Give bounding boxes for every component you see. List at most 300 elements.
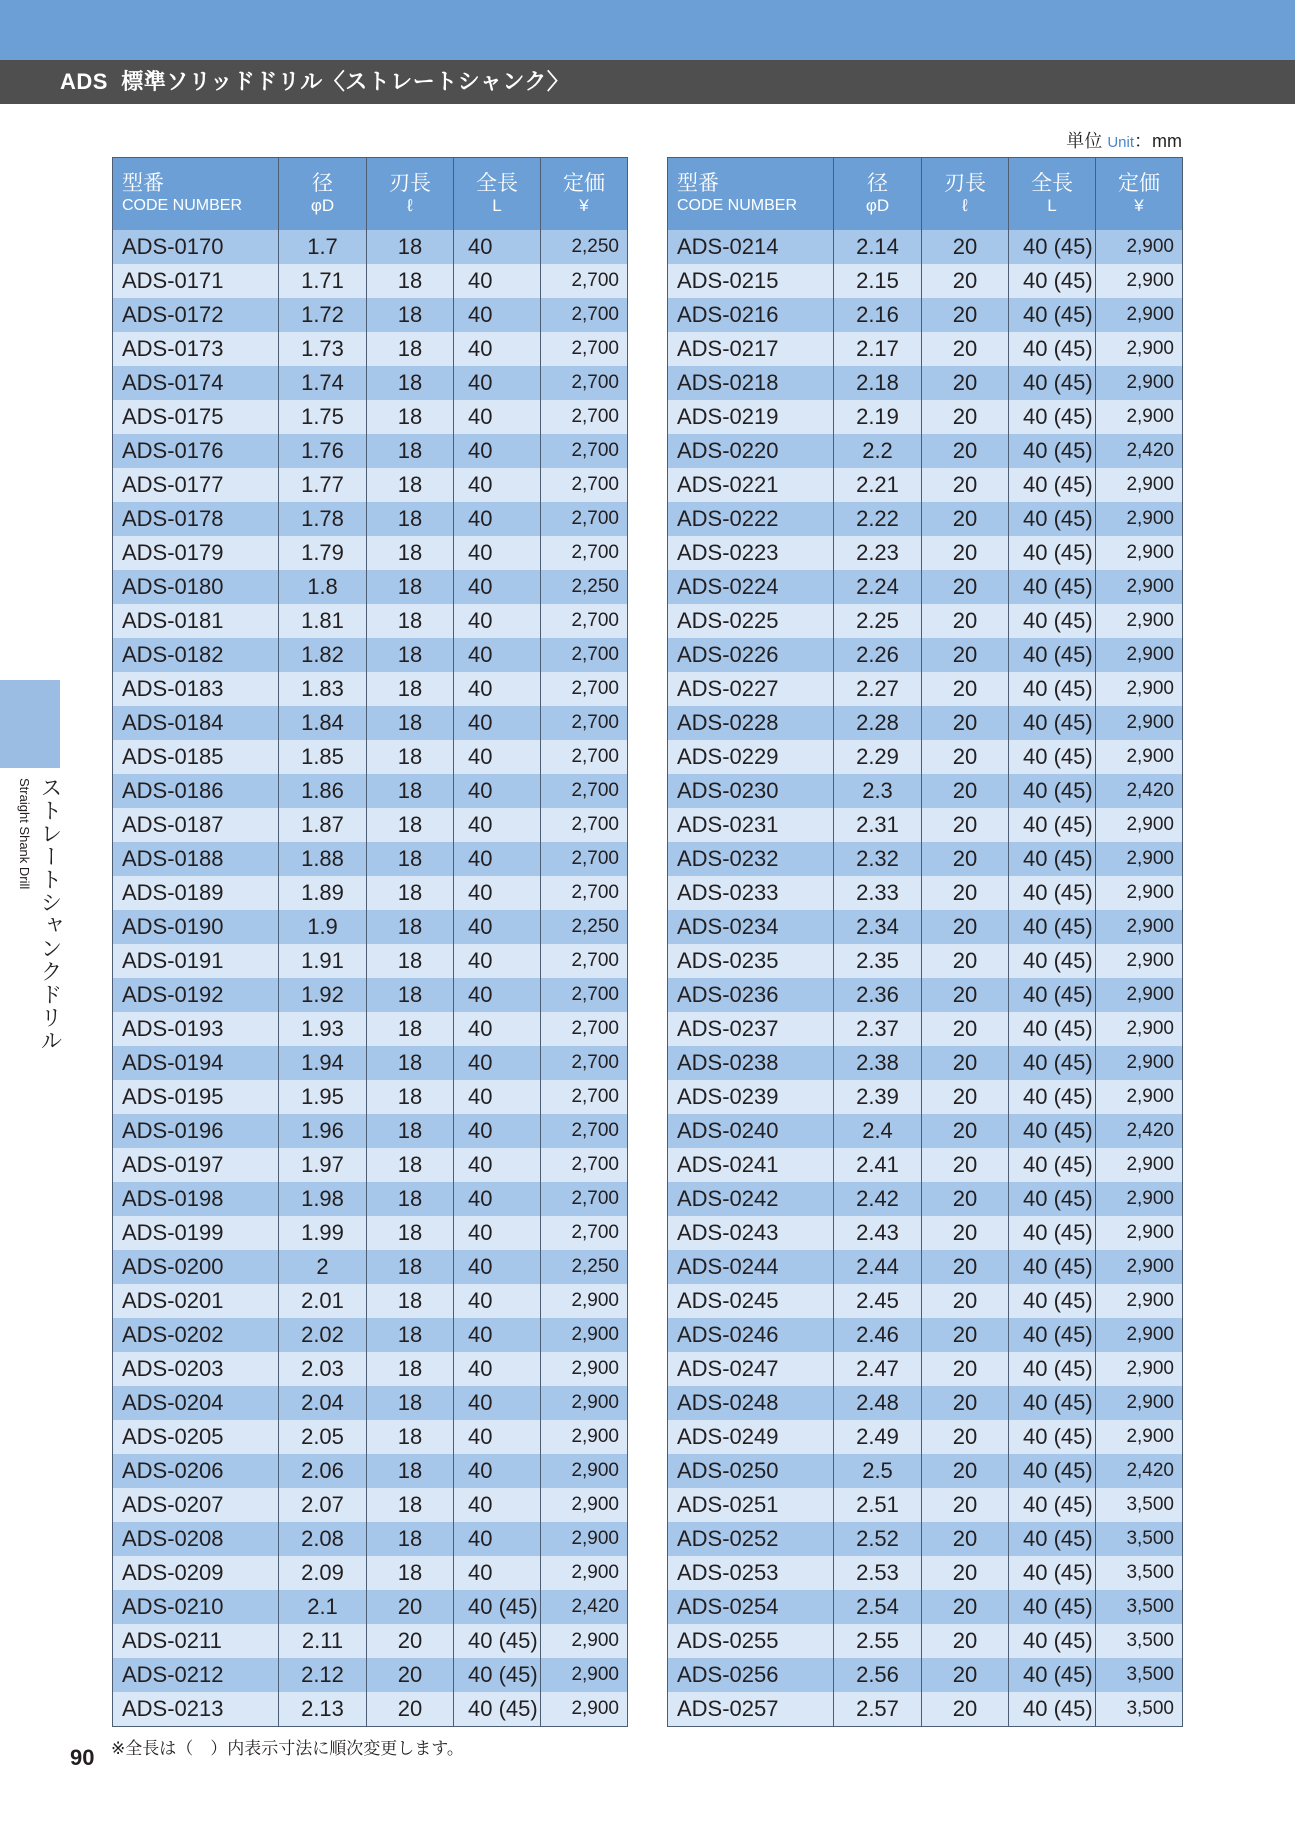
cell-price: 2,900 [1096,842,1183,876]
cell-code: ADS-0205 [113,1420,279,1454]
cell-flute-length: 18 [367,706,454,740]
cell-diameter: 2.11 [279,1624,367,1658]
cell-diameter: 1.97 [279,1148,367,1182]
table-row [113,570,628,604]
cell-overall-length: 40 [454,1420,541,1454]
cell-price: 2,420 [1096,774,1183,808]
cell-code: ADS-0187 [113,808,279,842]
cell-price: 3,500 [1096,1590,1183,1624]
cell-overall-length: 40 (45) [1009,1590,1096,1624]
cell-overall-length: 40 [454,1080,541,1114]
section-title-bar [0,60,1295,104]
cell-diameter: 1.9 [279,910,367,944]
cell-diameter: 1.85 [279,740,367,774]
cell-diameter: 2.55 [834,1624,922,1658]
cell-diameter: 1.86 [279,774,367,808]
cell-diameter: 1.84 [279,706,367,740]
cell-diameter: 2.06 [279,1454,367,1488]
cell-code: ADS-0228 [668,706,834,740]
cell-diameter: 2.25 [834,604,922,638]
cell-flute-length: 18 [367,978,454,1012]
cell-price: 2,700 [541,1216,628,1250]
cell-price: 2,900 [1096,400,1183,434]
cell-diameter: 1.75 [279,400,367,434]
unit-suffix: ：mm [1134,131,1182,151]
cell-code: ADS-0206 [113,1454,279,1488]
cell-flute-length: 18 [367,1114,454,1148]
cell-overall-length: 40 (45) [1009,298,1096,332]
cell-price: 2,900 [1096,1250,1183,1284]
cell-overall-length: 40 (45) [1009,332,1096,366]
table-row [668,808,1183,842]
cell-price: 2,900 [1096,876,1183,910]
table-row [113,264,628,298]
table-row [668,1284,1183,1318]
cell-price: 2,700 [541,1046,628,1080]
cell-code: ADS-0213 [113,1692,279,1727]
cell-overall-length: 40 [454,774,541,808]
page-title [60,60,569,104]
cell-diameter: 2.5 [834,1454,922,1488]
cell-diameter: 2.1 [279,1590,367,1624]
table-row [113,808,628,842]
cell-diameter: 2.14 [834,230,922,264]
cell-diameter: 2.02 [279,1318,367,1352]
table-row [668,502,1183,536]
header-flute-length: 刃長 ℓ [367,158,454,231]
table-row [668,434,1183,468]
cell-diameter: 2.08 [279,1522,367,1556]
cell-flute-length: 20 [922,1046,1009,1080]
table-row [113,468,628,502]
cell-overall-length: 40 [454,740,541,774]
header-overall-length: 全長 L [1009,158,1096,231]
cell-price: 2,700 [541,740,628,774]
cell-flute-length: 20 [922,332,1009,366]
table-row [668,1250,1183,1284]
cell-flute-length: 20 [922,1114,1009,1148]
cell-overall-length: 40 [454,1556,541,1590]
table-row [113,1352,628,1386]
cell-price: 2,900 [1096,1216,1183,1250]
table-row [668,1080,1183,1114]
cell-price: 2,900 [541,1556,628,1590]
cell-diameter: 1.72 [279,298,367,332]
cell-overall-length: 40 [454,1284,541,1318]
cell-diameter: 2.24 [834,570,922,604]
cell-code: ADS-0181 [113,604,279,638]
cell-diameter: 2.28 [834,706,922,740]
cell-diameter: 1.93 [279,1012,367,1046]
cell-price: 2,900 [541,1624,628,1658]
cell-code: ADS-0204 [113,1386,279,1420]
title-code: ADS [60,69,108,94]
cell-overall-length: 40 (45) [1009,604,1096,638]
table-row [668,876,1183,910]
cell-diameter: 2.22 [834,502,922,536]
cell-flute-length: 18 [367,1522,454,1556]
cell-code: ADS-0182 [113,638,279,672]
cell-overall-length: 40 (45) [1009,1216,1096,1250]
table-row [113,434,628,468]
cell-overall-length: 40 [454,944,541,978]
cell-overall-length: 40 (45) [1009,1522,1096,1556]
footnote: ※全長は（ ）内表示寸法に順次変更します。 [111,1739,464,1758]
cell-price: 2,420 [1096,434,1183,468]
cell-overall-length: 40 (45) [1009,1182,1096,1216]
cell-code: ADS-0229 [668,740,834,774]
cell-diameter: 2.13 [279,1692,367,1727]
cell-price: 2,900 [1096,944,1183,978]
cell-overall-length: 40 (45) [1009,1148,1096,1182]
cell-overall-length: 40 [454,706,541,740]
cell-flute-length: 20 [922,1012,1009,1046]
cell-code: ADS-0235 [668,944,834,978]
cell-code: ADS-0256 [668,1658,834,1692]
cell-price: 3,500 [1096,1658,1183,1692]
table-row [113,1284,628,1318]
cell-flute-length: 18 [367,740,454,774]
cell-price: 2,900 [1096,1148,1183,1182]
table-row [668,298,1183,332]
cell-price: 2,700 [541,638,628,672]
cell-flute-length: 18 [367,434,454,468]
cell-overall-length: 40 [454,1216,541,1250]
cell-overall-length: 40 (45) [1009,1692,1096,1727]
cell-diameter: 2.19 [834,400,922,434]
cell-flute-length: 18 [367,536,454,570]
cell-code: ADS-0195 [113,1080,279,1114]
cell-code: ADS-0216 [668,298,834,332]
table-row [668,1454,1183,1488]
header-diameter: 径 φD [279,158,367,231]
cell-flute-length: 20 [922,774,1009,808]
cell-flute-length: 18 [367,638,454,672]
cell-flute-length: 20 [922,604,1009,638]
cell-flute-length: 20 [922,1522,1009,1556]
table-row [668,1148,1183,1182]
cell-price: 2,900 [1096,1386,1183,1420]
cell-diameter: 1.7 [279,230,367,264]
cell-code: ADS-0190 [113,910,279,944]
cell-price: 2,250 [541,1250,628,1284]
cell-code: ADS-0176 [113,434,279,468]
cell-overall-length: 40 (45) [1009,1284,1096,1318]
cell-code: ADS-0247 [668,1352,834,1386]
cell-code: ADS-0189 [113,876,279,910]
cell-diameter: 2.39 [834,1080,922,1114]
table-row [113,366,628,400]
cell-overall-length: 40 (45) [1009,910,1096,944]
cell-diameter: 2.51 [834,1488,922,1522]
cell-diameter: 1.95 [279,1080,367,1114]
cell-code: ADS-0177 [113,468,279,502]
cell-diameter: 2.29 [834,740,922,774]
cell-overall-length: 40 [454,264,541,298]
table-row [668,468,1183,502]
cell-diameter: 2.35 [834,944,922,978]
cell-flute-length: 20 [922,1284,1009,1318]
cell-flute-length: 18 [367,604,454,638]
cell-diameter: 2.34 [834,910,922,944]
cell-code: ADS-0208 [113,1522,279,1556]
cell-price: 2,900 [1096,978,1183,1012]
cell-flute-length: 20 [922,264,1009,298]
cell-price: 2,900 [1096,1420,1183,1454]
cell-price: 2,700 [541,1182,628,1216]
cell-flute-length: 20 [922,536,1009,570]
cell-overall-length: 40 (45) [1009,1250,1096,1284]
cell-diameter: 1.89 [279,876,367,910]
cell-code: ADS-0214 [668,230,834,264]
cell-code: ADS-0246 [668,1318,834,1352]
cell-code: ADS-0250 [668,1454,834,1488]
cell-diameter: 1.71 [279,264,367,298]
cell-diameter: 2 [279,1250,367,1284]
cell-diameter: 1.83 [279,672,367,706]
table-row [113,706,628,740]
cell-price: 2,900 [1096,638,1183,672]
cell-flute-length: 20 [367,1624,454,1658]
cell-code: ADS-0191 [113,944,279,978]
table-row [668,1556,1183,1590]
table-row [668,1624,1183,1658]
cell-code: ADS-0200 [113,1250,279,1284]
cell-code: ADS-0185 [113,740,279,774]
cell-overall-length: 40 (45) [454,1658,541,1692]
cell-overall-length: 40 (45) [1009,1352,1096,1386]
cell-diameter: 1.82 [279,638,367,672]
cell-overall-length: 40 [454,672,541,706]
cell-code: ADS-0211 [113,1624,279,1658]
table-row [113,1556,628,1590]
cell-overall-length: 40 [454,638,541,672]
cell-flute-length: 20 [922,706,1009,740]
cell-price: 2,900 [1096,536,1183,570]
cell-price: 2,700 [541,876,628,910]
table-row [113,604,628,638]
cell-price: 2,900 [1096,1046,1183,1080]
cell-overall-length: 40 (45) [1009,876,1096,910]
cell-price: 2,250 [541,230,628,264]
cell-code: ADS-0237 [668,1012,834,1046]
cell-overall-length: 40 [454,842,541,876]
cell-price: 2,700 [541,808,628,842]
cell-flute-length: 18 [367,1046,454,1080]
header-price: 定価 ¥ [1096,158,1183,231]
cell-code: ADS-0236 [668,978,834,1012]
cell-overall-length: 40 [454,808,541,842]
cell-flute-length: 20 [922,1658,1009,1692]
cell-flute-length: 20 [922,1624,1009,1658]
cell-flute-length: 20 [922,1556,1009,1590]
table-row [113,332,628,366]
cell-code: ADS-0218 [668,366,834,400]
cell-diameter: 2.23 [834,536,922,570]
cell-diameter: 2.33 [834,876,922,910]
table-row [113,1216,628,1250]
cell-overall-length: 40 (45) [1009,978,1096,1012]
table-row [113,1692,628,1727]
cell-diameter: 2.4 [834,1114,922,1148]
table-row [668,1386,1183,1420]
cell-code: ADS-0257 [668,1692,834,1727]
cell-overall-length: 40 [454,1318,541,1352]
cell-diameter: 2.41 [834,1148,922,1182]
table-row [668,706,1183,740]
unit-label [1066,127,1182,153]
table-header-row [113,158,628,231]
cell-code: ADS-0175 [113,400,279,434]
cell-code: ADS-0240 [668,1114,834,1148]
cell-price: 2,700 [541,978,628,1012]
cell-overall-length: 40 (45) [1009,400,1096,434]
cell-price: 2,900 [541,1352,628,1386]
cell-price: 2,420 [541,1590,628,1624]
cell-overall-length: 40 [454,230,541,264]
cell-diameter: 1.78 [279,502,367,536]
table-row [668,1114,1183,1148]
cell-price: 2,900 [1096,298,1183,332]
table-row [113,1454,628,1488]
cell-diameter: 2.03 [279,1352,367,1386]
cell-flute-length: 18 [367,1182,454,1216]
cell-price: 2,700 [541,536,628,570]
cell-code: ADS-0186 [113,774,279,808]
cell-price: 2,700 [541,332,628,366]
cell-overall-length: 40 (45) [1009,1556,1096,1590]
cell-overall-length: 40 (45) [1009,1454,1096,1488]
cell-price: 2,900 [1096,332,1183,366]
cell-price: 2,700 [541,842,628,876]
table-row [113,910,628,944]
cell-diameter: 2.17 [834,332,922,366]
cell-diameter: 2.57 [834,1692,922,1727]
cell-diameter: 2.21 [834,468,922,502]
cell-diameter: 2.09 [279,1556,367,1590]
cell-flute-length: 18 [367,332,454,366]
cell-flute-length: 18 [367,672,454,706]
cell-code: ADS-0241 [668,1148,834,1182]
cell-flute-length: 20 [922,1216,1009,1250]
unit-en: Unit [1107,134,1134,151]
table-row [113,1114,628,1148]
cell-diameter: 2.26 [834,638,922,672]
cell-code: ADS-0178 [113,502,279,536]
cell-flute-length: 20 [922,230,1009,264]
cell-code: ADS-0254 [668,1590,834,1624]
cell-code: ADS-0221 [668,468,834,502]
cell-flute-length: 18 [367,774,454,808]
cell-code: ADS-0243 [668,1216,834,1250]
table-row [113,1658,628,1692]
cell-diameter: 2.46 [834,1318,922,1352]
cell-diameter: 2.07 [279,1488,367,1522]
table-row [668,1658,1183,1692]
cell-diameter: 1.73 [279,332,367,366]
cell-code: ADS-0224 [668,570,834,604]
cell-price: 2,900 [1096,264,1183,298]
cell-price: 2,900 [541,1386,628,1420]
cell-price: 2,900 [1096,1318,1183,1352]
cell-price: 2,900 [541,1658,628,1692]
cell-code: ADS-0193 [113,1012,279,1046]
cell-price: 2,900 [1096,230,1183,264]
cell-diameter: 2.15 [834,264,922,298]
header-flute-length: 刃長 ℓ [922,158,1009,231]
cell-overall-length: 40 (45) [1009,842,1096,876]
cell-diameter: 2.05 [279,1420,367,1454]
cell-price: 2,700 [541,468,628,502]
table-row [668,978,1183,1012]
cell-price: 2,900 [1096,740,1183,774]
cell-price: 2,250 [541,570,628,604]
cell-diameter: 1.77 [279,468,367,502]
cell-overall-length: 40 (45) [1009,638,1096,672]
cell-price: 2,700 [541,944,628,978]
cell-flute-length: 20 [367,1692,454,1727]
cell-overall-length: 40 (45) [1009,434,1096,468]
cell-flute-length: 20 [922,1080,1009,1114]
table-row [113,672,628,706]
cell-flute-length: 18 [367,1284,454,1318]
cell-price: 2,700 [541,1080,628,1114]
table-row [113,774,628,808]
cell-price: 2,700 [541,1114,628,1148]
cell-flute-length: 18 [367,808,454,842]
cell-flute-length: 18 [367,1080,454,1114]
cell-diameter: 2.42 [834,1182,922,1216]
cell-price: 2,900 [1096,1182,1183,1216]
cell-diameter: 1.74 [279,366,367,400]
cell-flute-length: 20 [922,502,1009,536]
table-row [113,1182,628,1216]
cell-flute-length: 18 [367,1556,454,1590]
table-row [113,1590,628,1624]
cell-overall-length: 40 [454,604,541,638]
cell-flute-length: 20 [922,1318,1009,1352]
cell-diameter: 2.18 [834,366,922,400]
cell-diameter: 2.36 [834,978,922,1012]
cell-code: ADS-0242 [668,1182,834,1216]
cell-diameter: 2.12 [279,1658,367,1692]
cell-price: 3,500 [1096,1556,1183,1590]
cell-price: 2,900 [541,1488,628,1522]
cell-overall-length: 40 [454,1046,541,1080]
cell-flute-length: 18 [367,502,454,536]
cell-code: ADS-0238 [668,1046,834,1080]
cell-flute-length: 18 [367,366,454,400]
cell-diameter: 2.43 [834,1216,922,1250]
table-row [113,1522,628,1556]
cell-price: 2,900 [1096,672,1183,706]
header-code: 型番 CODE NUMBER [113,158,279,231]
cell-diameter: 2.47 [834,1352,922,1386]
table-row [668,230,1183,264]
cell-code: ADS-0199 [113,1216,279,1250]
table-row [668,842,1183,876]
table-row [668,1590,1183,1624]
cell-overall-length: 40 (45) [1009,1318,1096,1352]
cell-flute-length: 20 [922,944,1009,978]
cell-price: 2,700 [541,502,628,536]
cell-overall-length: 40 [454,332,541,366]
cell-diameter: 2.3 [834,774,922,808]
cell-price: 3,500 [1096,1522,1183,1556]
table-row [113,740,628,774]
cell-price: 2,900 [1096,1080,1183,1114]
cell-code: ADS-0217 [668,332,834,366]
